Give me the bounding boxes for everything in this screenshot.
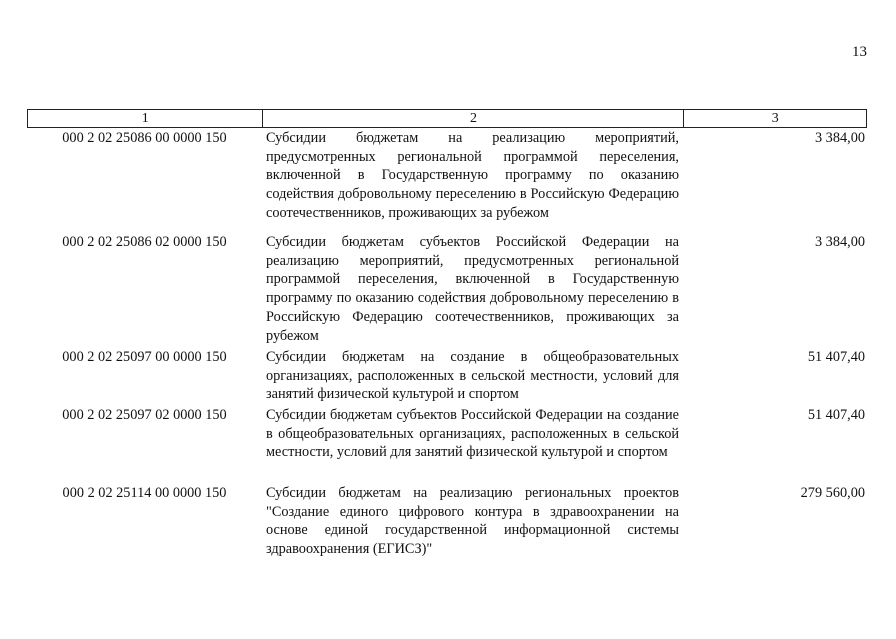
row-description: Субсидии бюджетам на реализацию мероприятий, предусмотренных региональной программой переселения, включенной в Государственную программу по оказанию содействия добровольному переселению в Российскую Федерацию соотечественников, проживающих за рубежом — [266, 130, 679, 221]
row-amount: 51 407,40 — [807, 407, 865, 423]
page-number: 13 — [852, 44, 867, 60]
table-row — [27, 347, 867, 405]
column-header-1: 1 — [28, 110, 263, 127]
row-description: Субсидии бюджетам на реализацию региональных проектов "Создание единого цифрового контура в здравоохранении на основе единой государственной информационной системы здравоохранения (ЕГИСЗ)" — [266, 485, 679, 558]
row-amount: 3 384,00 — [814, 234, 865, 250]
budget-code: 000 2 02 25086 00 0000 150 — [62, 130, 227, 146]
budget-code: 000 2 02 25097 02 0000 150 — [62, 407, 227, 423]
budget-code: 000 2 02 25086 02 0000 150 — [62, 234, 227, 250]
table-header-row — [27, 109, 867, 128]
column-header-2: 2 — [263, 110, 684, 127]
table-row — [27, 128, 867, 232]
row-amount: 3 384,00 — [814, 130, 865, 146]
table-row — [27, 483, 867, 559]
column-header-3: 3 — [771, 111, 779, 126]
budget-code: 000 2 02 25097 00 0000 150 — [62, 349, 227, 365]
row-amount: 51 407,40 — [807, 349, 865, 365]
budget-table — [27, 109, 867, 559]
row-description: Субсидии бюджетам на создание в общеобразовательных организациях, расположенных в сельской местности, условий для занятий физической культурой и спортом — [266, 349, 679, 403]
budget-code: 000 2 02 25114 00 0000 150 — [62, 485, 227, 501]
row-description: Субсидии бюджетам субъектов Российской Федерации на создание в общеобразовательных организациях, расположенных в сельской местности, условий для занятий физической культурой и спортом — [266, 407, 679, 461]
row-description: Субсидии бюджетам субъектов Российской Федерации на реализацию мероприятий, предусмотренных региональной программой переселения, включенной в Государственную программу по оказанию содействия добровольному переселению в Российскую Федерацию соотечественников, проживающих за рубежом — [266, 234, 679, 344]
table-row — [27, 232, 867, 347]
row-amount: 279 560,00 — [800, 485, 865, 501]
table-row — [27, 405, 867, 483]
